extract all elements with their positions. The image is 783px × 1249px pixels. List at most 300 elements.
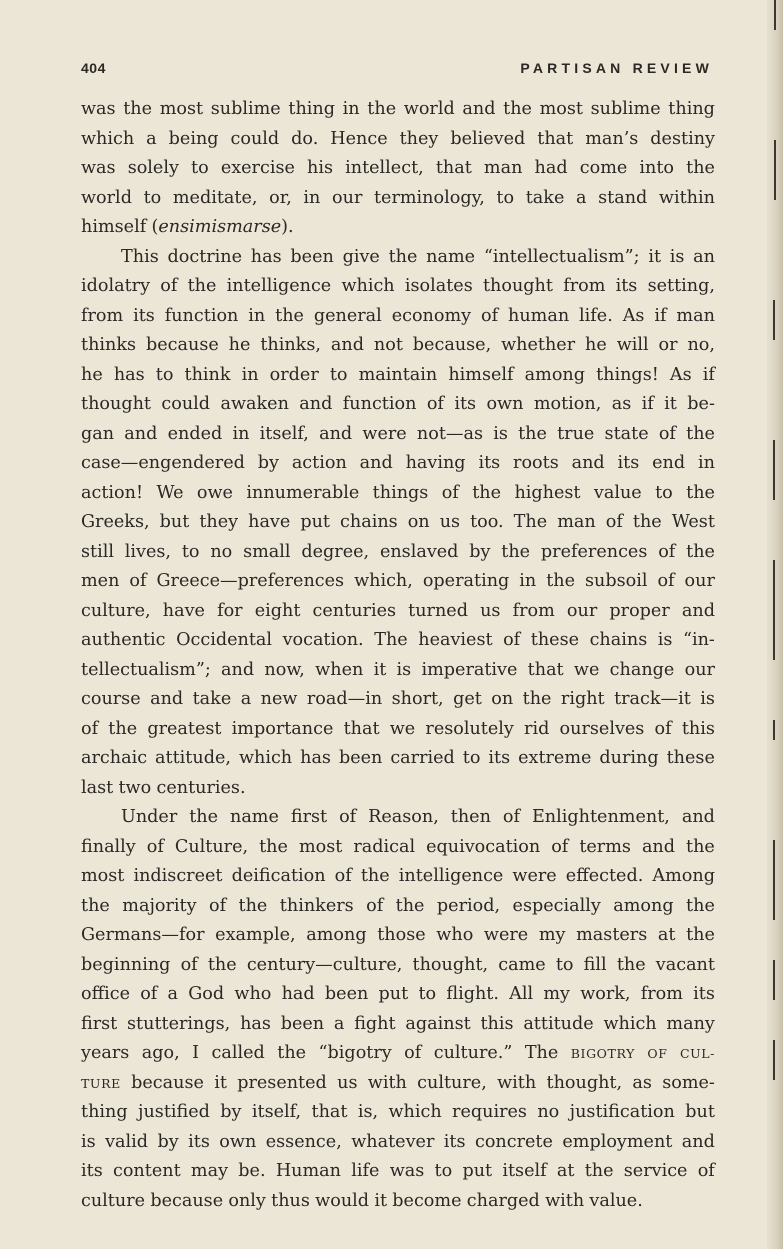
- word: when: [315, 659, 364, 680]
- word: will: [616, 335, 649, 355]
- word: indiscreet: [133, 866, 223, 886]
- word: owe: [196, 482, 233, 503]
- word: most: [539, 99, 583, 119]
- word: could: [230, 128, 280, 149]
- word: gan: [81, 423, 115, 444]
- word: office: [81, 984, 130, 1004]
- word: the: [277, 1043, 307, 1063]
- text-line: [81, 774, 715, 804]
- word: to: [434, 1161, 453, 1181]
- word: end: [652, 453, 686, 473]
- word: thing: [288, 99, 336, 119]
- word: become: [392, 1190, 462, 1211]
- text-line: [81, 715, 715, 745]
- word: we: [573, 659, 600, 680]
- word: in: [342, 99, 360, 119]
- word: it: [648, 246, 662, 267]
- text-line: [81, 361, 715, 391]
- word: was: [81, 99, 116, 119]
- word: turned: [408, 600, 468, 621]
- word: the: [275, 305, 304, 326]
- word: himself: [81, 217, 147, 237]
- text-line: [81, 567, 715, 597]
- word: years: [81, 1043, 130, 1063]
- word: by: [469, 541, 491, 562]
- word: of: [366, 895, 384, 916]
- word: among: [613, 895, 674, 916]
- word: has: [300, 748, 331, 768]
- word: were: [362, 423, 407, 444]
- word: he: [585, 335, 607, 355]
- word: of: [160, 276, 178, 296]
- text-line: [81, 1098, 715, 1128]
- text-line: [81, 921, 715, 951]
- word: BIGOTRY: [570, 1046, 635, 1061]
- word: to: [462, 748, 481, 768]
- word: As: [669, 364, 692, 385]
- word: to: [329, 364, 348, 385]
- word: being: [168, 128, 219, 149]
- text-line: [81, 331, 715, 361]
- word: action!: [81, 482, 144, 503]
- word: the: [395, 895, 425, 916]
- word: and: [462, 99, 496, 119]
- word: and: [221, 659, 255, 680]
- word: its: [615, 276, 638, 296]
- word: in: [519, 571, 537, 591]
- word: masters: [576, 925, 648, 945]
- word: of: [441, 482, 459, 503]
- word: on: [407, 512, 430, 532]
- word: The: [374, 630, 408, 650]
- text-line: [81, 1128, 715, 1158]
- word: and: [359, 453, 393, 473]
- word: whether: [501, 335, 576, 355]
- word: first: [290, 807, 328, 827]
- word: which,: [354, 571, 413, 591]
- word: TURE: [81, 1075, 121, 1091]
- word: meditate,: [172, 187, 258, 208]
- word: content: [112, 1161, 181, 1181]
- word: Greeks,: [81, 512, 150, 532]
- word: vocation.: [282, 630, 364, 650]
- word: to: [496, 187, 515, 208]
- word: because: [150, 1190, 224, 1211]
- word: solely: [127, 158, 179, 178]
- word: awaken: [220, 394, 289, 414]
- word: could: [161, 394, 211, 414]
- word: deification: [231, 866, 326, 886]
- word: of: [697, 1161, 715, 1181]
- word: thinkers: [279, 895, 354, 916]
- word: subsoil: [585, 571, 648, 591]
- word: whatever: [351, 1131, 435, 1152]
- word: and: [571, 453, 605, 473]
- word: by: [157, 1131, 179, 1152]
- word: to: [555, 954, 574, 975]
- word: been: [280, 1013, 325, 1034]
- word: this: [681, 718, 715, 739]
- text-line: [81, 154, 715, 184]
- word: have: [248, 512, 291, 532]
- word: some-: [662, 1072, 715, 1093]
- page-header: [81, 60, 713, 84]
- word: during: [599, 748, 659, 768]
- word: heaviest: [418, 630, 493, 650]
- text-line: [81, 420, 715, 450]
- word: own: [219, 1131, 257, 1152]
- word: stand: [598, 187, 648, 208]
- word: culture,: [81, 600, 151, 621]
- text-line: [81, 390, 715, 420]
- word: the: [108, 718, 138, 739]
- word: world: [81, 187, 132, 208]
- text-line: [81, 597, 715, 627]
- word: name: [426, 246, 476, 267]
- text-line: [81, 1069, 715, 1099]
- word: was: [81, 158, 116, 178]
- word: been: [290, 246, 334, 267]
- word: and: [681, 600, 715, 621]
- word: centuries: [312, 600, 397, 621]
- word: who: [436, 925, 474, 945]
- word: doctrine: [167, 246, 243, 267]
- word: and: [641, 836, 676, 857]
- word: which: [238, 748, 293, 768]
- word: Hence: [330, 128, 388, 149]
- word: or,: [269, 187, 292, 208]
- word: example,: [215, 925, 296, 945]
- word: my: [538, 925, 566, 945]
- word: in: [303, 187, 321, 208]
- word: intelligence: [398, 866, 504, 886]
- word: OF: [647, 1046, 668, 1061]
- word: the: [367, 99, 397, 119]
- word: not: [373, 335, 403, 355]
- word: God: [188, 984, 225, 1004]
- word: exercise: [220, 158, 295, 178]
- word: This: [121, 246, 159, 267]
- word: of: [480, 305, 499, 326]
- word: has: [240, 1013, 271, 1034]
- word: most: [159, 99, 204, 119]
- word: of: [334, 866, 352, 886]
- word: attitude,: [155, 748, 231, 768]
- word: the: [686, 158, 715, 178]
- word: culture,: [417, 1072, 487, 1093]
- word: change: [609, 659, 675, 680]
- word: eight: [254, 600, 301, 621]
- word: name: [229, 807, 279, 827]
- word: beginning: [81, 954, 171, 975]
- word: course: [81, 689, 141, 709]
- word: function: [164, 305, 239, 326]
- word: fill: [583, 954, 607, 975]
- word: the: [501, 541, 531, 562]
- word: has: [250, 246, 282, 267]
- word: equivocation: [426, 836, 541, 857]
- word: at: [657, 925, 676, 945]
- word: came: [498, 954, 546, 975]
- word: from: [512, 600, 555, 621]
- word: life.: [579, 305, 613, 326]
- word: had: [534, 158, 568, 178]
- word: and: [124, 423, 158, 444]
- word: West: [671, 512, 715, 532]
- word: especially: [512, 895, 601, 916]
- word: or: [658, 335, 678, 355]
- word: most: [298, 836, 343, 857]
- word: innumerable: [246, 482, 360, 503]
- word: in: [241, 364, 259, 385]
- word: of: [426, 394, 444, 414]
- word: the: [189, 807, 219, 827]
- text-line: [81, 125, 715, 155]
- word: many: [666, 1013, 715, 1034]
- word: our: [332, 187, 363, 208]
- word: Greece—preferences: [156, 571, 345, 591]
- word: have: [162, 600, 205, 621]
- word: chains: [340, 512, 398, 532]
- word: value.: [589, 1190, 643, 1211]
- word: among: [524, 364, 585, 385]
- word: imperative: [421, 659, 518, 680]
- word: most: [81, 866, 125, 886]
- word: its: [443, 1131, 466, 1152]
- word: of: [146, 836, 164, 857]
- word: of: [339, 807, 357, 827]
- word: us: [337, 1072, 358, 1093]
- word: were: [512, 866, 557, 886]
- word: men: [81, 571, 120, 591]
- word: centuries.: [156, 777, 246, 798]
- word: thought: [81, 394, 151, 414]
- word: it: [664, 394, 677, 414]
- word: the: [632, 512, 662, 532]
- word: the: [187, 276, 217, 296]
- word: function: [342, 394, 417, 414]
- word: with: [545, 1190, 585, 1211]
- word: “intellectualism”;: [483, 246, 640, 267]
- word: a: [167, 984, 179, 1004]
- word: its: [133, 305, 155, 326]
- word: which: [603, 1013, 657, 1034]
- word: Culture,: [174, 836, 249, 857]
- word: against: [405, 1013, 471, 1034]
- word: of: [502, 807, 520, 827]
- word: us: [439, 512, 461, 532]
- word: proper: [609, 600, 670, 621]
- word: of: [404, 1043, 422, 1063]
- word: rid: [524, 718, 550, 739]
- word: its: [693, 984, 715, 1004]
- word: the: [503, 99, 532, 119]
- word: ensimismarse: [158, 217, 282, 237]
- word: setting,: [647, 276, 715, 296]
- word: employment: [562, 1131, 673, 1152]
- word: justified: [138, 1102, 210, 1122]
- word: itself,: [259, 423, 309, 444]
- word: to: [143, 187, 162, 208]
- word: this: [480, 1013, 514, 1034]
- word: by: [257, 453, 279, 473]
- word: flight.: [446, 984, 499, 1004]
- word: of: [658, 423, 676, 444]
- word: valid: [105, 1131, 149, 1152]
- word: his: [307, 158, 333, 178]
- word: “in-: [682, 630, 715, 650]
- word: motion,: [533, 394, 602, 414]
- word: its: [81, 1161, 103, 1181]
- word: its: [188, 1131, 210, 1152]
- word: that: [311, 1102, 348, 1122]
- word: the: [686, 895, 715, 916]
- text-line: [81, 243, 715, 273]
- word: a: [240, 689, 252, 709]
- word: period,: [436, 895, 501, 916]
- text-line: [81, 1187, 715, 1217]
- word: among: [306, 925, 367, 945]
- word: a: [575, 187, 587, 208]
- word: man: [676, 305, 715, 326]
- word: attitude: [523, 1013, 594, 1034]
- word: who: [234, 984, 272, 1004]
- text-line: [81, 302, 715, 332]
- word: to: [191, 158, 209, 178]
- word: that: [527, 659, 564, 680]
- word: authentic: [81, 630, 166, 650]
- word: these: [530, 630, 580, 650]
- word: no,: [687, 335, 715, 355]
- word: our: [566, 600, 598, 621]
- word: destiny: [650, 128, 715, 149]
- word: the: [81, 895, 110, 916]
- word: my: [543, 984, 570, 1004]
- word: take: [525, 187, 565, 208]
- word: then: [450, 807, 491, 827]
- word: chains: [589, 630, 648, 650]
- word: and: [330, 335, 364, 355]
- word: of: [81, 718, 99, 739]
- word: and: [681, 807, 715, 827]
- text-line: [81, 803, 715, 833]
- word: was: [389, 1161, 425, 1181]
- word: of: [605, 512, 623, 532]
- word: those: [377, 925, 426, 945]
- word: that: [537, 128, 574, 149]
- word: “bigotry: [318, 1043, 392, 1063]
- word: its: [617, 453, 640, 473]
- word: the: [686, 482, 715, 503]
- word: they: [399, 128, 439, 149]
- word: of: [208, 895, 227, 916]
- word: as: [611, 394, 632, 414]
- word: culture.”: [433, 1043, 513, 1063]
- word: lives,: [124, 541, 172, 562]
- word: is: [396, 659, 412, 680]
- text-line: [81, 980, 715, 1010]
- word: Enlightenment,: [531, 807, 670, 827]
- word: the: [686, 925, 715, 945]
- text-line: [81, 1157, 715, 1187]
- word: a: [333, 1013, 345, 1034]
- word: and: [150, 689, 184, 709]
- word: itself,: [251, 1102, 302, 1122]
- word: concrete: [474, 1131, 553, 1152]
- word: majority: [122, 895, 197, 916]
- word: culture: [81, 1190, 146, 1211]
- word: things!: [596, 364, 659, 385]
- text-line: [81, 626, 715, 656]
- word: finally: [81, 836, 136, 857]
- word: is,: [357, 1102, 379, 1122]
- word: put: [462, 1161, 493, 1181]
- word: the: [522, 689, 552, 709]
- word: its: [478, 453, 501, 473]
- word: service: [623, 1161, 688, 1181]
- word: but: [685, 1102, 715, 1122]
- word: maintain: [358, 364, 438, 385]
- word: Under: [121, 807, 178, 827]
- text-line: [81, 951, 715, 981]
- word: had: [281, 984, 315, 1004]
- word: human: [507, 305, 570, 326]
- word: Human: [275, 1161, 341, 1181]
- word: get: [453, 689, 482, 709]
- word: these: [666, 748, 715, 768]
- word: work,: [580, 984, 631, 1004]
- word: he: [81, 364, 103, 385]
- word: ourselves: [559, 718, 645, 739]
- word: We: [156, 482, 184, 503]
- word: has: [113, 364, 145, 385]
- word: because: [131, 1072, 204, 1093]
- word: of: [503, 630, 521, 650]
- word: degree,: [301, 541, 370, 562]
- word: as: [632, 1072, 652, 1093]
- word: now,: [264, 659, 305, 680]
- word: things: [372, 482, 429, 503]
- word: only: [228, 1190, 266, 1211]
- page-number: 404: [81, 60, 106, 76]
- word: I: [192, 1043, 200, 1063]
- text-line: [81, 272, 715, 302]
- word: do.: [291, 128, 319, 149]
- word: the: [686, 836, 715, 857]
- word: man: [557, 512, 596, 532]
- word: ago,: [141, 1043, 180, 1063]
- word: charged: [466, 1190, 540, 1211]
- word: small: [243, 541, 291, 562]
- word: All: [509, 984, 534, 1004]
- word: think: [184, 364, 231, 385]
- word: by: [220, 1102, 242, 1122]
- text-line: [81, 862, 715, 892]
- word: order: [269, 364, 319, 385]
- word: is: [669, 246, 685, 267]
- word: a: [146, 128, 157, 149]
- word: on: [491, 689, 514, 709]
- word: believed: [450, 128, 526, 149]
- word: take: [192, 689, 232, 709]
- word: The: [524, 1043, 559, 1063]
- word: us: [480, 600, 501, 621]
- text-line: [81, 538, 715, 568]
- word: first: [81, 1013, 118, 1034]
- text-line: [81, 685, 715, 715]
- word: is: [493, 423, 508, 444]
- word: stutterings,: [127, 1013, 231, 1034]
